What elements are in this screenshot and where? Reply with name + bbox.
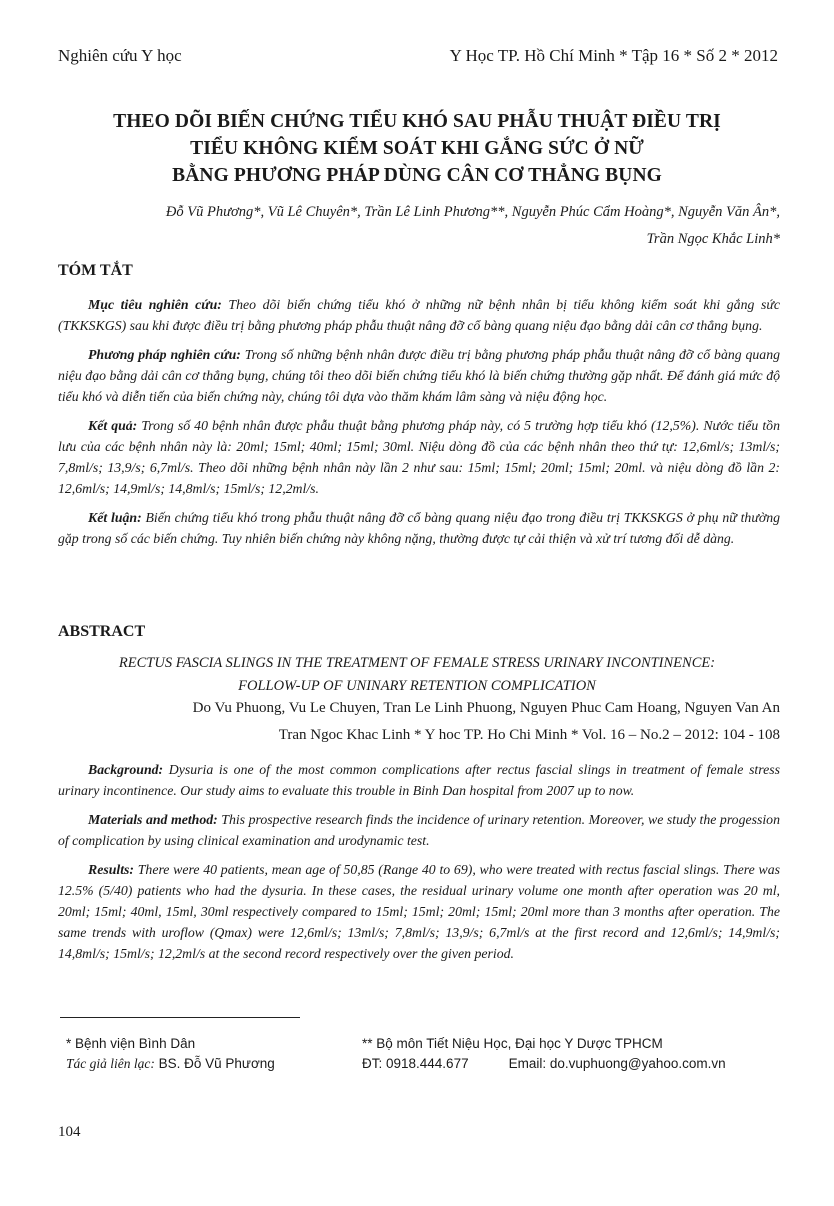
- background-text: Dysuria is one of the most common complications after rectus fascial slings in treatment of female stress urinary incontinence. Our study aims to evaluate this trouble in Binh Dan hospital from 2007 up to now.: [58, 762, 780, 798]
- running-header-journal: Nghiên cứu Y học: [58, 46, 182, 65]
- corresponding-author: [66, 1054, 275, 1074]
- english-authors-line-2: Tran Ngoc Khac Linh * Y hoc TP. Ho Chi Minh * Vol. 16 – No.2 – 2012: 104 - 108: [278, 727, 780, 743]
- results-label: Results:: [88, 862, 134, 877]
- affiliation-2: ** Bộ môn Tiết Niệu Học, Đại học Y Dược TPHCM: [362, 1036, 663, 1051]
- methods-label: Materials and method:: [88, 812, 218, 827]
- contact-label: Tác giả liên lạc:: [66, 1056, 155, 1071]
- methods-paragraph: [58, 809, 780, 851]
- background-paragraph: [58, 759, 780, 801]
- abstract-heading: ABSTRACT: [58, 623, 146, 640]
- english-title-line-1: RECTUS FASCIA SLINGS IN THE TREATMENT OF FEMALE STRESS URINARY INCONTINENCE:: [118, 655, 716, 671]
- contact-line: [362, 1054, 726, 1074]
- ket-luan-text: Biến chứng tiểu khó trong phẫu thuật nâng đỡ cổ bàng quang niệu đạo trong điều trị TKKSKGS ở phụ nữ thường gặp trong số các biến chứng. Tuy nhiên biến chứng này không nặng, thường được tự cải thiện và xử trí tương đối dễ dàng.: [58, 510, 780, 546]
- title-line-2: TIỂU KHÔNG KIỂM SOÁT KHI GẮNG SỨC Ở NỮ: [190, 138, 644, 159]
- page-number: 104: [58, 1124, 81, 1140]
- phuong-phap-paragraph: [58, 344, 780, 407]
- results-text: There were 40 patients, mean age of 50,85 (Range 40 to 69), who were treated with rectus fascial slings. There was 12.5% (5/40) patients who had the dysuria. In these cases, the residual urinary volume one month after operation was 20 ml, 20ml; 15ml; 40ml, 15ml, 30ml respectively compared to 15ml; 15ml; 20ml; 15ml; 20ml more than 3 months after operation. The same trends with uroflow (Qmax) were 12,6ml/s; 13ml/s; 7,8ml/s; 13,9/s; 6,7ml/s at the first record and 12,6ml/s; 14,9ml/s; 14,8ml/s; 15ml/s; 12,2ml/s at the second record respectively over the given period.: [58, 862, 780, 961]
- phone: ĐT: 0918.444.677: [362, 1056, 469, 1071]
- running-header-issue: Y Học TP. Hồ Chí Minh * Tập 16 * Số 2 * 2012: [449, 46, 778, 65]
- title-line-3: BẰNG PHƯƠNG PHÁP DÙNG CÂN CƠ THẲNG BỤNG: [172, 165, 662, 186]
- ket-luan-paragraph: [58, 507, 780, 549]
- english-authors-line-1: Do Vu Phuong, Vu Le Chuyen, Tran Le Linh Phuong, Nguyen Phuc Cam Hoang, Nguyen Van An: [192, 700, 780, 716]
- footnote-divider: [60, 1017, 300, 1018]
- phuong-phap-label: Phương pháp nghiên cứu:: [88, 347, 241, 362]
- footnote-right: [362, 1034, 726, 1074]
- ket-qua-paragraph: [58, 415, 780, 499]
- authors-line-2: Trần Ngọc Khắc Linh*: [646, 231, 780, 247]
- ket-qua-label: Kết quả:: [88, 418, 138, 433]
- contact-name: BS. Đỗ Vũ Phương: [154, 1056, 275, 1071]
- article-title: [40, 108, 794, 189]
- background-label: Background:: [88, 762, 164, 777]
- muc-tieu-text: Theo dõi biến chứng tiểu khó ở những nữ bệnh nhân bị tiểu không kiểm soát khi gắng sức (TKKSKGS) sau khi được điều trị bằng phương pháp phẫu thuật nâng đỡ cổ bàng quang niệu đạo bằng dải cân cơ thẳng bụng.: [58, 297, 780, 333]
- english-title-line-2: FOLLOW-UP OF UNINARY RETENTION COMPLICATION: [238, 678, 596, 694]
- affiliation-1: * Bệnh viện Bình Dân: [66, 1036, 196, 1051]
- tomtat-body: [58, 294, 780, 549]
- abstract-body: [58, 759, 780, 964]
- author-list: [60, 199, 780, 253]
- results-paragraph: [58, 859, 780, 964]
- tomtat-heading: TÓM TẮT: [58, 262, 133, 279]
- english-title: [40, 652, 794, 698]
- english-author-list: [60, 695, 780, 749]
- methods-text: This prospective research finds the incidence of urinary retention. Moreover, we study the progession of complication by using clinical examination and urodynamic test.: [58, 812, 780, 848]
- muc-tieu-label: Mục tiêu nghiên cứu:: [88, 297, 222, 312]
- title-line-1: THEO DÕI BIẾN CHỨNG TIỂU KHÓ SAU PHẪU THUẬT ĐIỀU TRỊ: [113, 111, 721, 132]
- phuong-phap-text: Trong số những bệnh nhân được điều trị bằng phương pháp phẫu thuật nâng đỡ cổ bàng quang niệu đạo bằng dải cân cơ thẳng bụng, chúng tôi theo dõi biến chứng tiểu khó là biến chứng thường gặp nhất. Để đánh giá mức độ tiểu khó và diễn tiến của biến chứng này, chúng tôi dựa vào thăm khám lâm sàng và niệu động học.: [58, 347, 780, 404]
- muc-tieu-paragraph: [58, 294, 780, 336]
- footnote-left: [66, 1034, 275, 1074]
- authors-line-1: Đỗ Vũ Phương*, Vũ Lê Chuyên*, Trần Lê Linh Phương**, Nguyễn Phúc Cẩm Hoàng*, Nguyễn Văn Ân*,: [165, 204, 780, 220]
- email: Email: do.vuphuong@yahoo.com.vn: [508, 1056, 726, 1071]
- ket-qua-text: Trong số 40 bệnh nhân được phẫu thuật bằng phương pháp này, có 5 trường hợp tiểu khó (12,5%). Nước tiểu tồn lưu của các bệnh nhân này là: 20ml; 15ml; 40ml; 15ml; 30ml. Niệu dòng đồ của các bệnh nhân theo thứ tự: 12,6ml/s; 13ml/s; 7,8ml/s; 13,9/s; 6,7ml/s. Theo dõi những bệnh nhân này lần 2 như sau: 15ml; 15ml; 20ml; 15ml; 20ml. và niệu dòng đồ lần 2: 12,6ml/s; 14,9ml/s; 14,8ml/s; 15ml/s; 12,2ml/s.: [58, 418, 780, 496]
- ket-luan-label: Kết luận:: [88, 510, 142, 525]
